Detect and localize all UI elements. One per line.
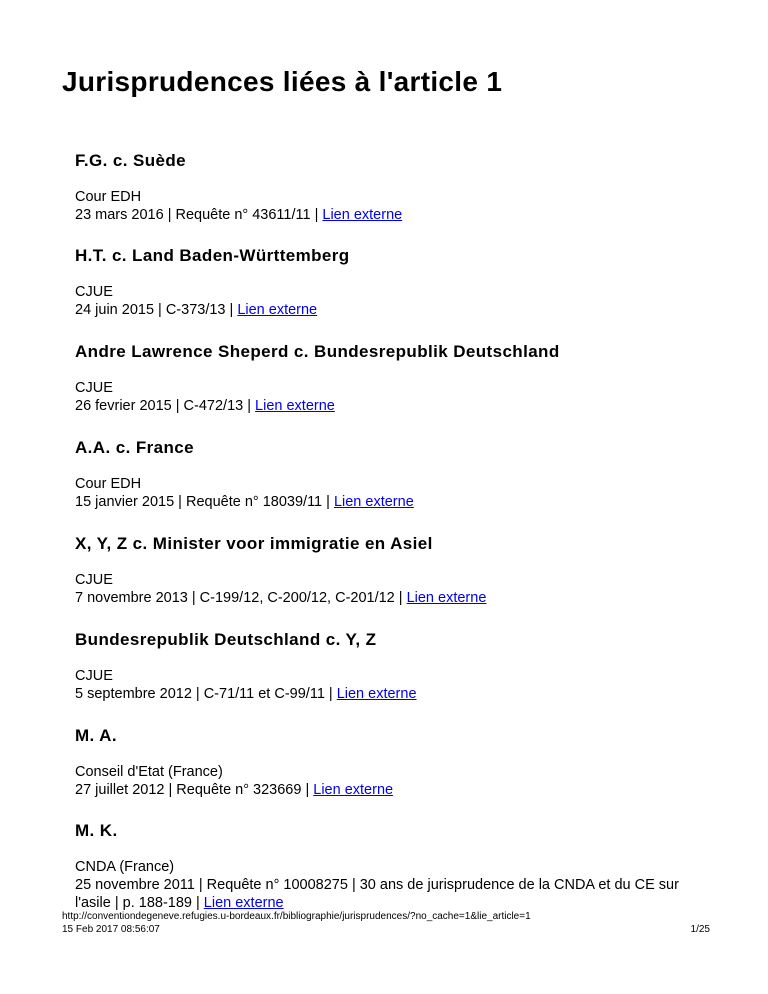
case-court: CJUE [75,380,113,396]
case-title: M. A. [75,726,117,745]
footer-url: http://conventiondegeneve.refugies.u-bordeaux.fr/bibliographie/jurisprudences/?no_cache=1&lie_article=1 [62,911,531,922]
case-court: Cour EDH [75,476,142,492]
case-details-text: 25 novembre 2011 | Requête n° 10008275 | 30 ans de jurisprudence de la CNDA et du CE sur l'asile | p. 188-189 | [75,877,679,911]
case-title: F.G. c. Suède [75,151,187,170]
case-title: A.A. c. France [75,438,194,457]
case-details-text: 5 septembre 2012 | C-71/11 et C-99/11 | [75,686,337,702]
external-link[interactable]: Lien externe [313,782,394,798]
case-entry [75,151,715,224]
case-title: H.T. c. Land Baden-Württemberg [75,246,350,265]
case-details-text: 23 mars 2016 | Requête n° 43611/11 | [75,207,323,223]
external-link[interactable]: Lien externe [406,590,487,606]
external-link[interactable]: Lien externe [333,494,414,510]
external-link[interactable]: Lien externe [203,895,284,911]
footer-date: 15 Feb 2017 08:56:07 [62,924,160,935]
external-link[interactable]: Lien externe [336,686,417,702]
case-entry [75,726,715,799]
case-court: CJUE [75,284,113,300]
case-court: Conseil d'Etat (France) [75,764,223,780]
case-details-text: 26 fevrier 2015 | C-472/13 | [75,398,256,414]
page-title: Jurisprudences liées à l'article 1 [62,66,503,97]
external-link[interactable]: Lien externe [322,207,403,223]
case-title: X, Y, Z c. Minister voor immigratie en Asiel [75,534,433,553]
case-court: CNDA (France) [75,859,175,875]
case-details-text: 15 janvier 2015 | Requête n° 18039/11 | [75,494,334,510]
case-court: CJUE [75,668,113,684]
case-details [75,397,715,415]
case-details [75,206,715,224]
case-entry [75,246,715,319]
case-details [75,301,715,319]
case-details [75,781,715,799]
case-details-text: 24 juin 2015 | C-373/13 | [75,302,238,318]
case-entry [75,534,715,607]
case-title: Andre Lawrence Sheperd c. Bundesrepublik Deutschland [75,342,560,361]
case-details [75,589,715,607]
case-court: Cour EDH [75,189,142,205]
case-details-text: 7 novembre 2013 | C-199/12, C-200/12, C-201/12 | [75,590,407,606]
case-court: CJUE [75,572,113,588]
case-title: M. K. [75,821,118,840]
case-entry [75,821,715,912]
case-details-text: 27 juillet 2012 | Requête n° 323669 | [75,782,314,798]
case-details [75,876,715,912]
footer-page-number: 1/25 [690,924,710,935]
case-title: Bundesrepublik Deutschland c. Y, Z [75,630,377,649]
external-link[interactable]: Lien externe [237,302,318,318]
external-link[interactable]: Lien externe [255,398,335,414]
case-entry [75,342,715,415]
case-details [75,493,715,511]
case-entry [75,630,715,703]
case-details [75,685,715,703]
case-entry [75,438,715,511]
